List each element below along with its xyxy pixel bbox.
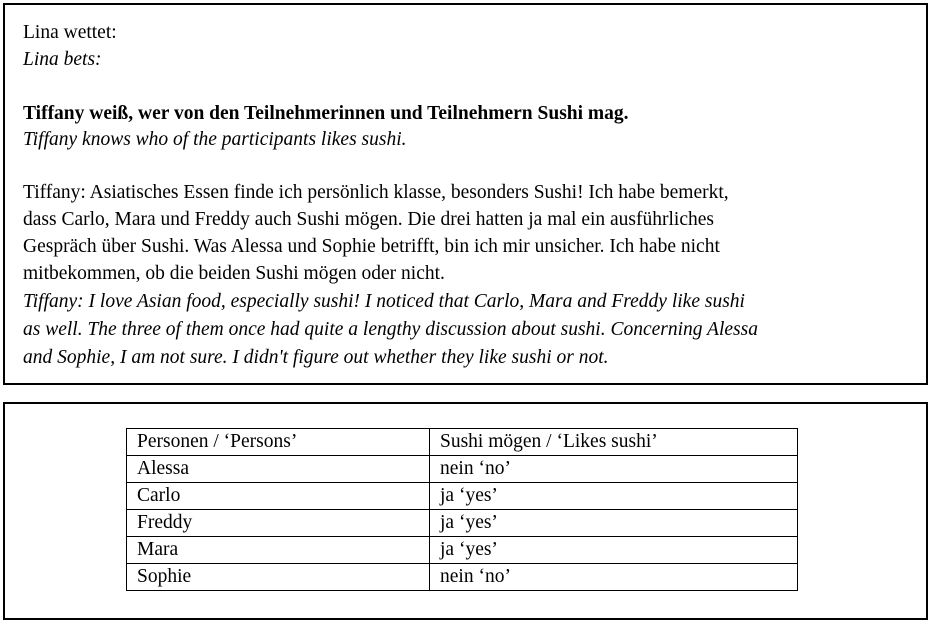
statement-english: Tiffany knows who of the participants likes sushi.	[23, 129, 407, 150]
table-header-row	[127, 429, 798, 456]
statement-german: Tiffany weiß, wer von den Teilnehmerinnen und Teilnehmern Sushi mag.	[23, 103, 629, 124]
header-likes-sushi: Sushi mögen / ‘Likes sushi’	[430, 429, 798, 456]
table-row	[127, 456, 798, 483]
person-name: Carlo	[127, 483, 430, 510]
story-english-line-3: and Sophie, I am not sure. I didn't figure out whether they like sushi or not.	[23, 347, 609, 368]
table-row	[127, 564, 798, 591]
likes-sushi-value: nein ‘no’	[430, 456, 798, 483]
intro-german: Lina wettet:	[23, 22, 117, 43]
story-english-line-2: as well. The three of them once had quite a lengthy discussion about sushi. Concerning Alessa	[23, 319, 758, 340]
likes-sushi-value: ja ‘yes’	[430, 510, 798, 537]
story-german-line-2: dass Carlo, Mara und Freddy auch Sushi mögen. Die drei hatten ja mal ein ausführliches	[23, 209, 714, 230]
story-german-line-4: mitbekommen, ob die beiden Sushi mögen oder nicht.	[23, 263, 445, 284]
person-name: Mara	[127, 537, 430, 564]
table-box	[3, 402, 928, 620]
person-name: Sophie	[127, 564, 430, 591]
likes-sushi-value: ja ‘yes’	[430, 483, 798, 510]
story-english-line-1: Tiffany: I love Asian food, especially sushi! I noticed that Carlo, Mara and Freddy like sushi	[23, 291, 745, 312]
story-german-line-3: Gespräch über Sushi. Was Alessa und Sophie betrifft, bin ich mir unsicher. Ich habe nicht	[23, 236, 720, 257]
table-row	[127, 510, 798, 537]
likes-sushi-value: nein ‘no’	[430, 564, 798, 591]
sushi-preference-table	[126, 428, 798, 591]
table-row	[127, 537, 798, 564]
table-row	[127, 483, 798, 510]
story-german-line-1: Tiffany: Asiatisches Essen finde ich persönlich klasse, besonders Sushi! Ich habe bemerkt,	[23, 182, 729, 203]
header-persons: Personen / ‘Persons’	[127, 429, 430, 456]
person-name: Alessa	[127, 456, 430, 483]
likes-sushi-value: ja ‘yes’	[430, 537, 798, 564]
person-name: Freddy	[127, 510, 430, 537]
scenario-box	[3, 3, 928, 385]
intro-english: Lina bets:	[23, 49, 102, 70]
